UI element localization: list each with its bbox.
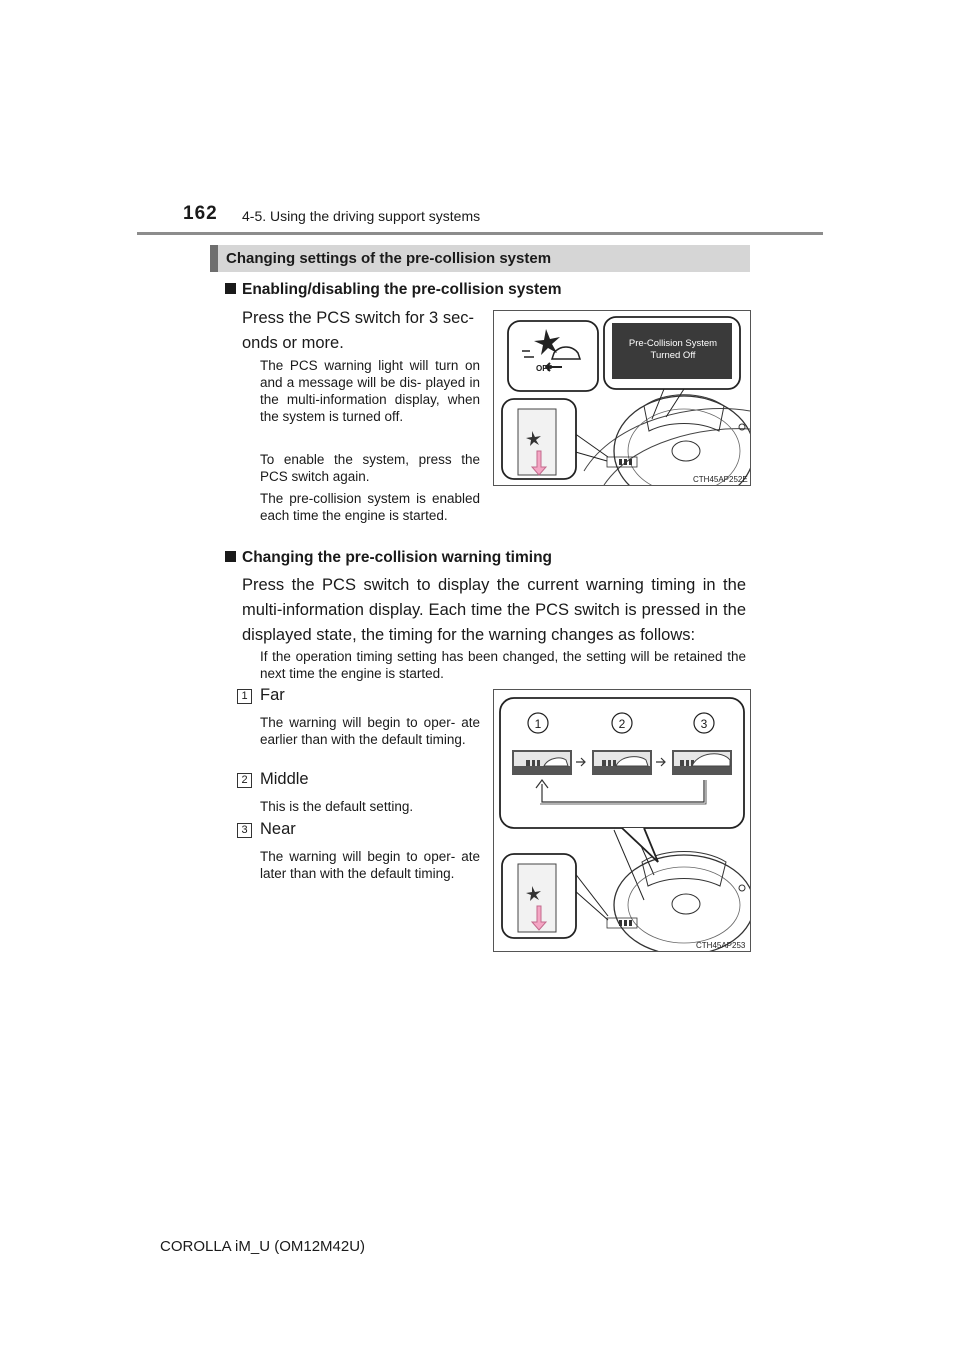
steering-wheel-icon bbox=[614, 855, 750, 951]
footer-model-code: COROLLA iM_U (OM12M42U) bbox=[160, 1238, 366, 1255]
step-number-3: 3 bbox=[237, 823, 252, 838]
callout-label-1: 1 bbox=[534, 717, 542, 731]
warning-timing-figure bbox=[493, 689, 751, 952]
pcs-off-figure bbox=[493, 310, 751, 486]
step-number-2: 2 bbox=[237, 773, 252, 788]
warning-timing-instruction: Press the PCS switch to display the current warning timing in the multi-information display. Each time the PCS switch is pressed in the displayed state, the timing for the warning changes as follows: bbox=[242, 576, 746, 644]
enable-note-turn-off: The PCS warning light will turn on and a message will be dis- played in the multi-information display, when the system is turned off. bbox=[260, 358, 480, 424]
figure-code: CTH45AP252E bbox=[693, 475, 748, 484]
warning-timing-note: If the operation timing setting has been changed, the setting will be retained the next time the engine is started. bbox=[260, 649, 746, 681]
step-description-far: The warning will begin to oper- ate earlier than with the default timing. bbox=[260, 715, 480, 747]
warning-timing-heading-text: Changing the pre-collision warning timing bbox=[242, 549, 552, 566]
section-title: Changing settings of the pre-collision system bbox=[226, 250, 552, 267]
callout-label-3: 3 bbox=[700, 717, 708, 731]
enable-instruction bbox=[242, 306, 482, 356]
section-header bbox=[210, 245, 750, 272]
timing-screen-far bbox=[512, 750, 572, 775]
enable-instruction-line2: onds or more. bbox=[242, 334, 344, 352]
step-label-far: Far bbox=[260, 686, 285, 704]
step-label-near: Near bbox=[260, 820, 296, 838]
callout-label-2: 2 bbox=[618, 717, 626, 731]
step-number-1: 1 bbox=[237, 689, 252, 704]
header-rule bbox=[137, 232, 823, 235]
enable-disable-heading-text: Enabling/disabling the pre-collision system bbox=[242, 281, 562, 298]
enable-instruction-line1: Press the PCS switch for 3 sec- bbox=[242, 309, 474, 327]
enable-note-reenable: To enable the system, press the PCS switch again. bbox=[260, 452, 480, 484]
enable-note-engine-start: The pre-collision system is enabled each time the engine is started. bbox=[260, 491, 480, 523]
off-label: OFF bbox=[536, 364, 552, 373]
step-label-middle: Middle bbox=[260, 770, 309, 788]
display-message bbox=[623, 338, 723, 362]
breadcrumb: 4-5. Using the driving support systems bbox=[242, 208, 481, 224]
display-message-line2: Turned Off bbox=[650, 350, 696, 361]
warning-timing-heading bbox=[225, 549, 552, 567]
step-description-middle: This is the default setting. bbox=[260, 799, 414, 814]
timing-screen-middle bbox=[592, 750, 652, 775]
page-number: 162 bbox=[183, 203, 218, 224]
step-description-near: The warning will begin to oper- ate later than with the default timing. bbox=[260, 849, 480, 881]
enable-disable-heading bbox=[225, 281, 562, 299]
square-bullet-icon bbox=[225, 283, 236, 294]
figure-code: CTH45AP253 bbox=[696, 941, 746, 950]
display-message-line1: Pre-Collision System bbox=[628, 338, 718, 349]
timing-screen-near bbox=[672, 750, 732, 775]
square-bullet-icon bbox=[225, 551, 236, 562]
